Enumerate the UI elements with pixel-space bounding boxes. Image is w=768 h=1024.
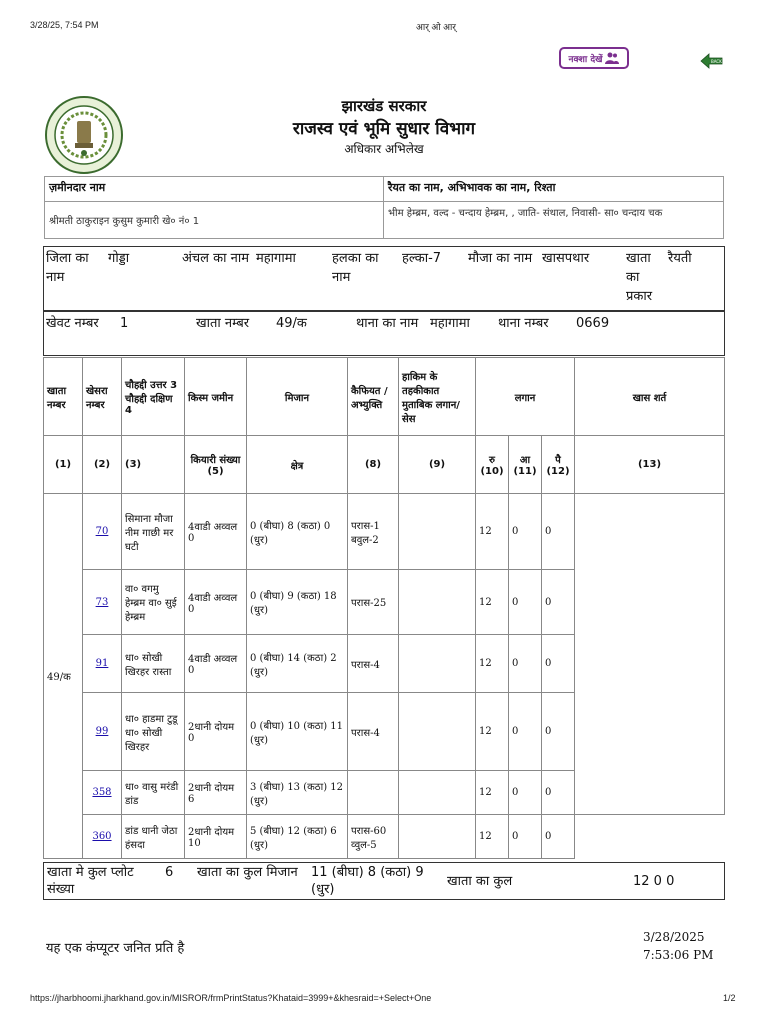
col-lagan-header: लगान [476,358,575,436]
aa-cell: 0 [509,815,542,859]
back-button[interactable] [700,52,724,70]
map-view-button[interactable] [559,47,629,69]
aa-cell: 0 [509,635,542,693]
halka-label: हलका का नाम [332,251,379,285]
sub-8: (8) [348,436,399,494]
hakim-cell [399,815,476,859]
khata-type-label: खाता का प्रकार [626,251,653,304]
ru-cell: 12 [476,693,509,771]
ru-cell: 12 [476,494,509,570]
khesra-link[interactable]: 99 [95,726,109,737]
sub-aa [509,436,542,494]
plot-count-value: 6 [165,865,174,880]
khewat-value: 1 [120,316,129,331]
pai-cell: 0 [542,570,575,635]
hakim-cell [399,570,476,635]
kaifiyat-cell: परास-4 [348,635,399,693]
zamindar-value: श्रीमती ठाकुराइन कुसुम कुमारी खे० नं० 1 [45,202,384,239]
sub-pai-label: पै [555,455,561,466]
chauhaddi-cell: धा० सोखी खिरहर रास्ता [122,635,185,693]
map-view-button-label: नक्शा देखें [568,54,603,65]
halka-value: हल्का-7 [402,251,442,266]
sub-kshetra: क्षेत्र [247,436,348,494]
sub-2: (2) [83,436,122,494]
khesra-table [43,357,725,859]
khata-type-value: रैयती [668,251,692,266]
khesra-link[interactable]: 73 [95,596,109,608]
kaifiyat-cell: परास-1 बवुल-2 [348,494,399,570]
sub-13: (13) [575,436,725,494]
print-page-title: आर् ओ आर् [416,22,456,32]
col-hakim-header: हाकिम के तहकीकात मुताबिक लगान/सेस [399,358,476,436]
thana-name-label: थाना का नाम [356,316,419,331]
sub-10: (10) [480,466,504,477]
district-value: गोड्डा [108,251,130,266]
pai-cell: 0 [542,815,575,859]
mijan-cell: 0 (बीघा) 8 (कठा) 0 (धुर) [247,494,348,570]
thana-no-label: थाना नम्बर [498,316,549,331]
sub-9: (9) [399,436,476,494]
generated-time: 7:53:06 PM [643,948,714,962]
khesra-link[interactable]: 358 [92,787,112,798]
zamindar-header: ज़मीनदार नाम [45,177,384,202]
ru-cell: 12 [476,570,509,635]
anchal-label: अंचल का नाम [182,251,249,266]
sub-1: (1) [44,436,83,494]
sub-12: (12) [546,466,570,477]
khata-no-label: खाता नम्बर [196,316,250,331]
khata-no-value: 49/क [276,316,307,331]
col-kaifiyat-header: कैफियत / अभ्युक्ति [348,358,399,436]
kisma-cell: 4वाडी अव्वल 0 [185,635,247,693]
back-arrow-icon [700,52,724,70]
col-kisma-header: किस्म जमीन [185,358,247,436]
mijan-cell: 5 (बीघा) 12 (कठा) 6 (धुर) [247,815,348,859]
total-mijan-value: 11 (बीघा) 8 (कठा) 9 (धुर) [311,865,424,897]
sub-aa-label: आ [519,455,531,466]
ru-cell: 12 [476,815,509,859]
chauhaddi-cell: धा० हाडमा टुडू धा० सोखी खिरहर [122,693,185,771]
chauhaddi-cell: डांड धानी जेठा हंसदा [122,815,185,859]
raiyat-value: भीम हेम्ब्रम, वल्द - चन्दाय हेम्ब्रम, , जाति- संथाल, निवासी- सा० चन्दाय चक [384,202,724,239]
kaifiyat-cell: परास-25 [348,570,399,635]
pai-cell: 0 [542,693,575,771]
mijan-cell: 3 (बीघा) 13 (कठा) 12 (धुर) [247,771,348,815]
hakim-cell [399,771,476,815]
users-icon [605,52,619,64]
mijan-cell: 0 (बीघा) 10 (कठा) 11 (धुर) [247,693,348,771]
location-info [43,246,725,311]
plot-count-label: खाता मे कुल प्लोट संख्या [47,865,134,897]
raiyat-header: रैयत का नाम, अभिभावक का नाम, रिश्ता [384,177,724,202]
col-khata-header: खाता नम्बर [44,358,83,436]
total-mijan-label: खाता का कुल मिजान [197,865,298,880]
ru-cell: 12 [476,771,509,815]
pai-cell: 0 [542,494,575,570]
col-khesra-header: खेसरा नम्बर [83,358,122,436]
mauja-label: मौजा का नाम [468,251,533,266]
khesra-link[interactable]: 91 [95,658,109,669]
thana-no-value: 0669 [576,316,610,331]
district-label: जिला का नाम [46,251,89,285]
aa-cell: 0 [509,570,542,635]
empty-cell [575,815,725,859]
sub-ru [476,436,509,494]
kisma-cell: 2धानी दोयम 0 [185,693,247,771]
khesra-link[interactable]: 70 [95,526,109,537]
ru-cell: 12 [476,635,509,693]
sub-5: (5) [207,466,224,477]
anchal-value: महागामा [256,251,296,266]
hakim-cell [399,693,476,771]
chauhaddi-cell: धा० वासु मरंडी डांड [122,771,185,815]
pai-cell: 0 [542,771,575,815]
mijan-cell: 0 (बीघा) 9 (कठा) 18 (धुर) [247,570,348,635]
kaifiyat-cell: परास-4 [348,693,399,771]
hakim-cell [399,494,476,570]
pai-cell: 0 [542,635,575,693]
sub-11: (11) [513,466,537,477]
sub-kiyari [185,436,247,494]
generated-date: 3/28/2025 [643,930,705,944]
col-khas-shart-header: खास शर्त [575,358,725,436]
khata-cell: 49/क [44,494,83,859]
mijan-cell: 0 (बीघा) 14 (कठा) 2 (धुर) [247,635,348,693]
sub-pai [542,436,575,494]
owner-table [44,176,724,239]
col-mijan-header: मिजान [247,358,348,436]
khas-shart-cell [575,494,725,815]
total-value: 12 0 0 [633,873,675,889]
aa-cell: 0 [509,693,542,771]
aa-cell: 0 [509,494,542,570]
sub-kiyari-label: कियारी संख्या [190,455,241,466]
kisma-cell: 2धानी दोयम 6 [185,771,247,815]
khesra-link[interactable]: 360 [92,831,112,842]
kaifiyat-cell [348,771,399,815]
sub-ru-label: रु [489,455,495,466]
kisma-cell: 4वाडी अव्वल 0 [185,494,247,570]
table-row [44,815,725,859]
mauja-value: खासपथार [542,251,590,266]
back-label: BACK [711,59,722,64]
government-title: झारखंड सरकार [341,97,427,115]
hakim-cell [399,635,476,693]
col-chauhaddi-header: चौहद्दी उत्तर 3 चौहद्दी दक्षिण 4 [122,358,185,436]
chauhaddi-cell: वा० वगमु हेम्ब्रम वा० सुई हेम्ब्रम [122,570,185,635]
table-row [44,494,725,570]
kisma-cell: 2धानी दोयम 10 [185,815,247,859]
kisma-cell: 4वाडी अव्वल 0 [185,570,247,635]
computer-generated-note: यह एक कंप्यूटर जनित प्रति है [46,941,185,956]
department-title: राजस्व एवं भूमि सुधार विभाग [292,119,476,139]
khata-info [43,311,725,356]
print-url: https://jharbhoomi.jharkhand.gov.in/MISROR/frmPrintStatus?Khataid=3999+&khesraid=+Select+One [30,993,432,1003]
kaifiyat-cell: परास-60 व्वुल-5 [348,815,399,859]
total-label: खाता का कुल [447,873,513,889]
thana-name-value: महागामा [430,316,470,331]
chauhaddi-cell: सिमाना मौजा नीम गाछी मर घटी [122,494,185,570]
khewat-label: खेवट नम्बर [46,316,99,331]
aa-cell: 0 [509,771,542,815]
totals-row [43,862,725,900]
sub-3: (3) [122,436,185,494]
print-datetime: 3/28/25, 7:54 PM [30,20,99,30]
record-title: अधिकार अभिलेख [344,142,424,156]
print-page-number: 1/2 [723,993,736,1003]
